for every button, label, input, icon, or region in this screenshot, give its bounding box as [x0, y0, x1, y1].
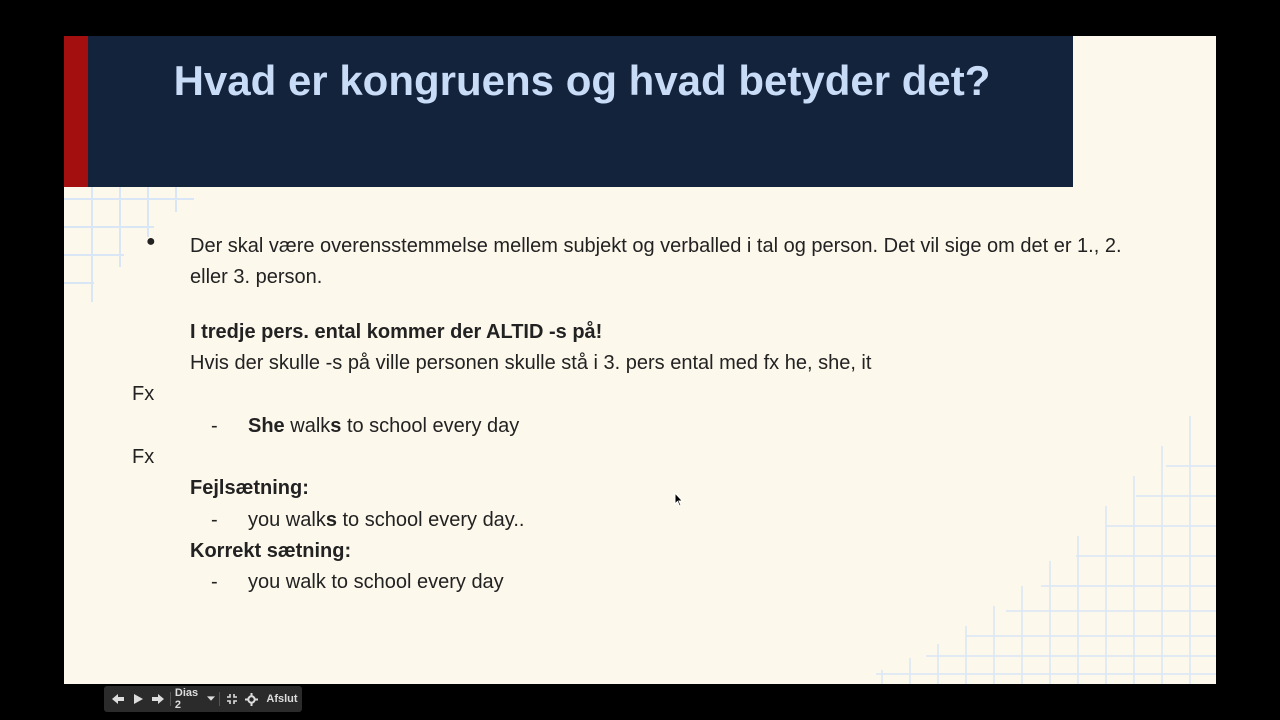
example-rest: to school every day: [341, 415, 520, 437]
dash-marker: -: [211, 571, 218, 593]
exit-button[interactable]: Afslut: [266, 693, 298, 705]
correct-sentence-heading: Korrekt sætning:: [190, 540, 352, 562]
bullet-dot-icon: ●: [146, 233, 156, 250]
example-verb-suffix: s: [330, 415, 342, 437]
exit-fullscreen-icon[interactable]: [224, 689, 240, 709]
arrow-right-icon[interactable]: [150, 689, 166, 709]
toolbar-separator: [170, 692, 171, 706]
toolbar-separator: [219, 692, 220, 706]
presentation-toolbar: [104, 686, 302, 712]
play-icon[interactable]: [130, 689, 146, 709]
slide-selector-label: Dias 2: [174, 687, 199, 711]
arrow-left-icon[interactable]: [110, 689, 126, 709]
rule-heading: I tredje pers. ental kommer der ALTID -s på!: [190, 321, 603, 343]
slide: [64, 36, 1216, 684]
dash-marker: -: [211, 415, 218, 437]
wrong-sentence-heading: Fejlsætning:: [190, 477, 309, 499]
wrong-sentence: [248, 509, 524, 532]
bullet-text: Der skal være overensstemmelse mellem subjekt og verballed i tal og person. Det vil sige om det er 1., 2. eller 3. person.: [190, 235, 1122, 288]
correct-sentence: you walk to school every day: [248, 571, 504, 593]
example-sentence: [248, 415, 519, 438]
fx-label: Fx: [132, 383, 155, 405]
caret-down-icon: [207, 696, 215, 702]
title-accent-stripe: [64, 36, 88, 187]
rule-explanation: Hvis der skulle -s på ville personen skulle stå i 3. pers ental med fx he, she, it: [190, 352, 872, 374]
wrong-sentence-suffix: s: [325, 509, 337, 531]
gear-icon[interactable]: [244, 689, 260, 709]
example-subject: She: [248, 415, 285, 437]
example-verb-stem: walk: [290, 415, 331, 437]
slide-title: Hvad er kongruens og hvad betyder det?: [173, 57, 991, 104]
slide-selector[interactable]: [175, 689, 215, 709]
wrong-sentence-start: you walk: [248, 509, 326, 531]
dash-marker: -: [211, 509, 218, 531]
mouse-cursor-icon: [674, 492, 684, 507]
grid-decoration-top-left: [64, 187, 204, 307]
wrong-sentence-rest: to school every day..: [336, 509, 525, 531]
grid-decoration-bottom-right: [786, 416, 1216, 684]
fx-label: Fx: [132, 446, 155, 468]
